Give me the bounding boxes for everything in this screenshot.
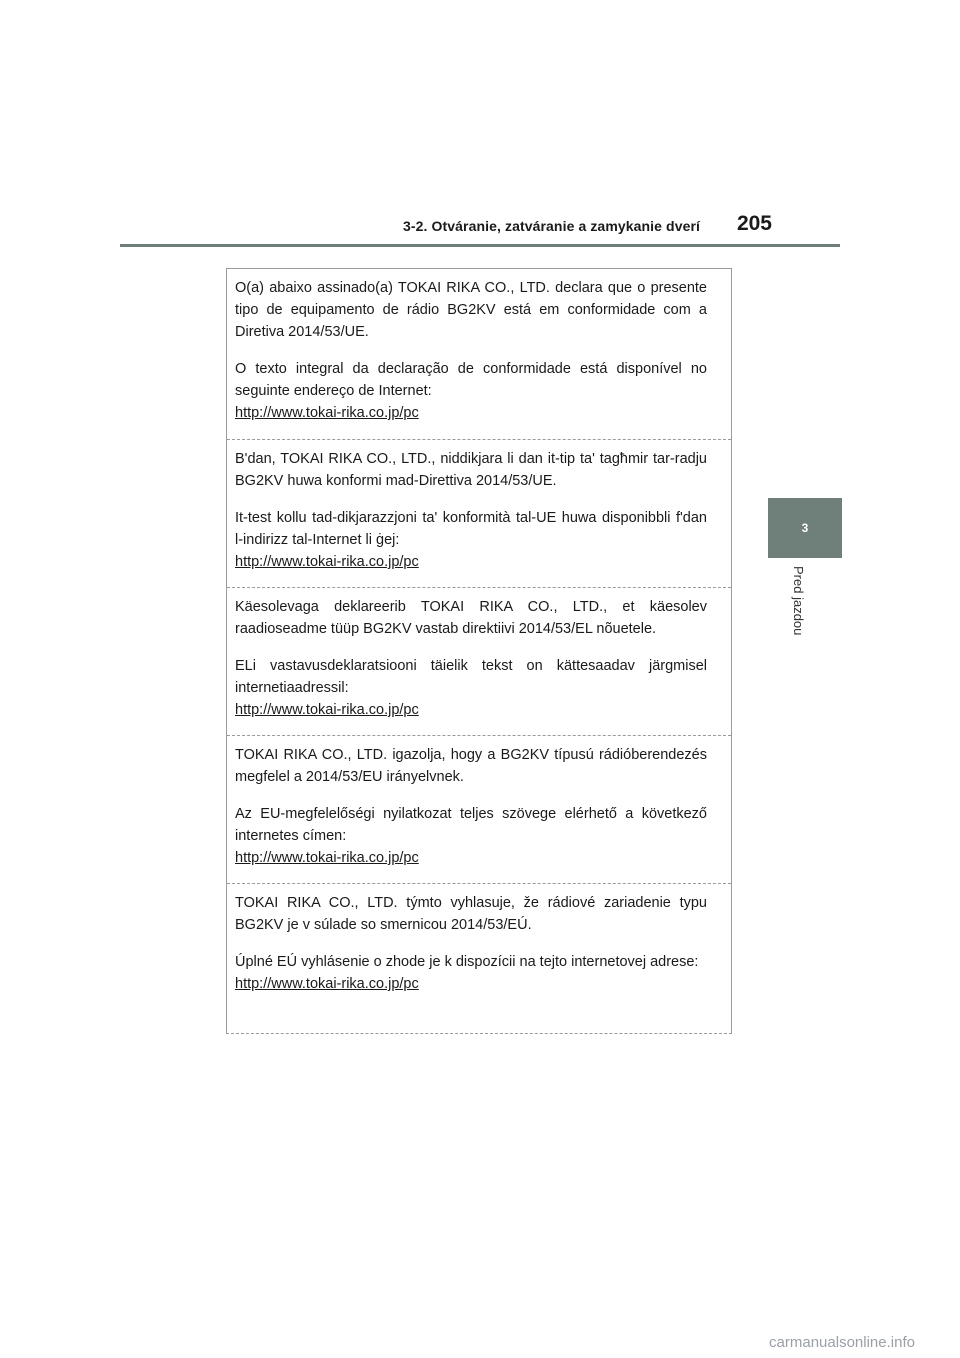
declaration-statement: Käesolevaga deklareerib TOKAI RIKA CO., LTD., et käesolev raadioseadme tüüp BG2KV vastab direktiivi 2014/53/EL nõuetele.	[235, 599, 707, 637]
declaration-url-link[interactable]: http://www.tokai-rika.co.jp/pc	[235, 554, 419, 570]
declaration-hungarian	[227, 735, 731, 883]
watermark: carmanualsonline.info	[769, 1334, 915, 1351]
declaration-availability: It-test kollu tad-dikjarazzjoni ta' konformità tal-UE huwa disponibbli f'dan l-indirizz tal-Internet li ġej:	[235, 510, 707, 548]
declaration-url-link[interactable]: http://www.tokai-rika.co.jp/pc	[235, 702, 419, 718]
declaration-statement: TOKAI RIKA CO., LTD. týmto vyhlasuje, že rádiové zariadenie typu BG2KV je v súlade so smernicou 2014/53/EÚ.	[235, 895, 707, 933]
declaration-slovak	[227, 883, 731, 1033]
chapter-number: 3	[801, 521, 809, 535]
declaration-portuguese	[227, 269, 731, 439]
header-rule	[120, 244, 840, 247]
chapter-label: Pred jazdou	[791, 566, 806, 636]
declaration-availability: Az EU-megfelelőségi nyilatkozat teljes szövege elérhető a következő internetes címen:	[235, 806, 707, 844]
declaration-availability: Úplné EÚ vyhlásenie o zhode je k dispozícii na tejto internetovej adrese:	[235, 954, 699, 970]
declarations-box	[226, 268, 732, 1034]
declaration-statement: B'dan, TOKAI RIKA CO., LTD., niddikjara li dan it-tip ta' tagħmir tar-radju BG2KV huwa konformi mad-Direttiva 2014/53/UE.	[235, 451, 707, 489]
declaration-estonian	[227, 587, 731, 735]
chapter-tab	[768, 498, 842, 558]
declaration-url-link[interactable]: http://www.tokai-rika.co.jp/pc	[235, 850, 419, 866]
page-header	[120, 210, 840, 246]
declaration-statement: TOKAI RIKA CO., LTD. igazolja, hogy a BG2KV típusú rádióberendezés megfelel a 2014/53/EU irányelvnek.	[235, 747, 707, 785]
section-title: 3-2. Otváranie, zatváranie a zamykanie dverí	[403, 218, 700, 234]
page-number: 205	[736, 212, 772, 235]
declaration-url-link[interactable]: http://www.tokai-rika.co.jp/pc	[235, 405, 419, 421]
declaration-availability: O texto integral da declaração de conformidade está disponível no seguinte endereço de Internet:	[235, 361, 707, 399]
declaration-url-link[interactable]: http://www.tokai-rika.co.jp/pc	[235, 976, 419, 992]
declaration-maltese	[227, 439, 731, 587]
declaration-availability: ELi vastavusdeklaratsiooni täielik tekst on kättesaadav järgmisel internetiaadressil:	[235, 658, 707, 696]
declaration-statement: O(a) abaixo assinado(a) TOKAI RIKA CO., LTD. declara que o presente tipo de equipamento de rádio BG2KV está em conformidade com a Diretiva 2014/53/UE.	[235, 280, 707, 340]
